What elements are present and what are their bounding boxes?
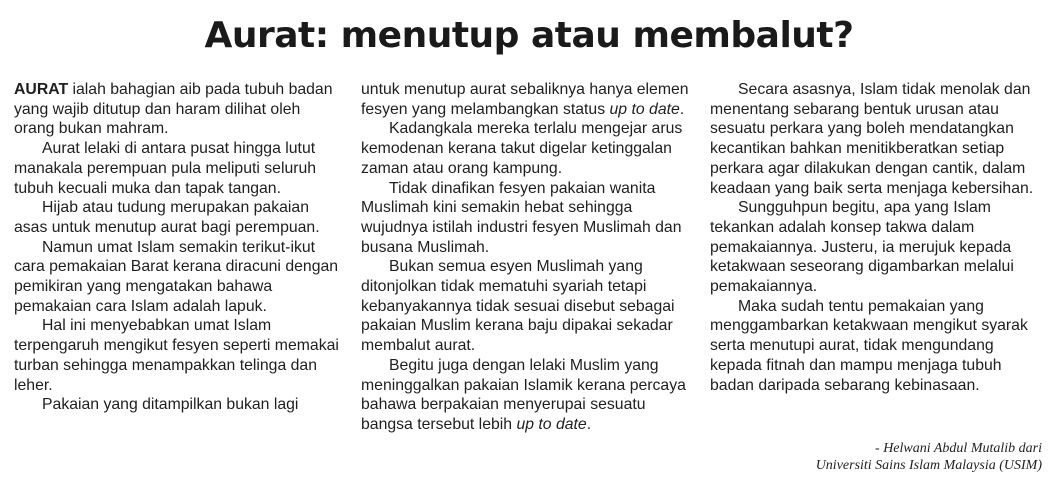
author-byline <box>700 440 1042 474</box>
paragraph-text: Begitu juga dengan lelaki Muslim yang meninggalkan pakaian Islamik kerana percaya bahawa berpakaian menyerupai sesuatu bangsa tersebut lebih <box>361 356 686 433</box>
paragraph: Secara asasnya, Islam tidak menolak dan menentang sebarang bentuk urusan atau sesuatu perkara yang boleh mendatangkan kecantikan bahkan menitikberatkan setiap perkara agar dilakukan dengan cantik, dalam keadaan yang baik serta menjaga kebersihan. <box>710 81 1034 197</box>
article-column-2 <box>361 80 691 435</box>
paragraph: Namun umat Islam semakin terikut-ikut cara pemakaian Barat kerana diracuni dengan pemikiran yang mengatakan bahawa pemakaian cara Islam adalah lapuk. <box>14 238 339 315</box>
paragraph: Pakaian yang ditampilkan bukan lagi <box>42 396 299 414</box>
paragraph: Bukan semua esyen Muslimah yang ditonjolkan tidak mematuhi syariah tetapi kebanyakannya tidak sesuai disebut sebagai pakaian Muslim kerana baju dipakai sekadar membalut aurat. <box>361 258 675 355</box>
paragraph: Tidak dinafikan fesyen pakaian wanita Muslimah kini semakin hebat sehingga wujudnya istilah industri fesyen Muslimah dan busana Muslimah. <box>361 179 682 256</box>
paragraph <box>361 80 691 119</box>
paragraph-text: untuk menutup aurat sebaliknya hanya elemen fesyen yang melambangkan status <box>361 81 689 118</box>
italic-phrase: up to date <box>609 100 680 118</box>
paragraph: Aurat lelaki di antara pusat hingga lutut manakala perempuan pula meliputi seluruh tubuh kecuali muka dan tapak tangan. <box>14 140 317 197</box>
paragraph: Maka sudah tentu pemakaian yang menggambarkan ketakwaan mengikut syarak serta menutupi aurat, tidak mengundang kepada fitnah dan mampu menjaga tubuh badan daripada sebarang kebinasaan. <box>710 297 1028 394</box>
byline-author: - Helwani Abdul Mutalib dari <box>875 441 1042 456</box>
article-column-3 <box>710 80 1040 395</box>
paragraph: Hijab atau tudung merupakan pakaian asas untuk menutup aurat bagi perempuan. <box>14 199 320 236</box>
paragraph: Kadangkala mereka terlalu mengejar arus kemodenan kerana takut digelar ketinggalan zaman atau orang kampung. <box>361 120 683 177</box>
paragraph <box>361 356 691 435</box>
byline-institution: Universiti Sains Islam Malaysia (USIM) <box>815 458 1042 473</box>
paragraph: Sungguhpun begitu, apa yang Islam tekankan adalah konsep takwa dalam pemakaiannya. Justeru, ia merujuk kepada ketakwaan seseorang digambarkan melalui pemakaiannya. <box>710 199 1014 296</box>
paragraph-text: ialah bahagian aib pada tubuh badan yang wajib ditutup dan haram dilihat oleh orang bukan mahram. <box>14 81 333 138</box>
paragraph: Hal ini menyebabkan umat Islam terpengaruh mengikut fesyen seperti memakai turban sehingga menampakkan telinga dan leher. <box>14 317 339 394</box>
article-headline: Aurat: menutup atau membalut? <box>204 15 854 56</box>
article-column-1 <box>14 80 340 415</box>
lead-word: AURAT <box>14 81 69 98</box>
paragraph-text: . <box>586 415 592 433</box>
paragraph-text: . <box>679 100 685 118</box>
paragraph <box>14 80 340 139</box>
italic-phrase: up to date <box>516 415 587 433</box>
